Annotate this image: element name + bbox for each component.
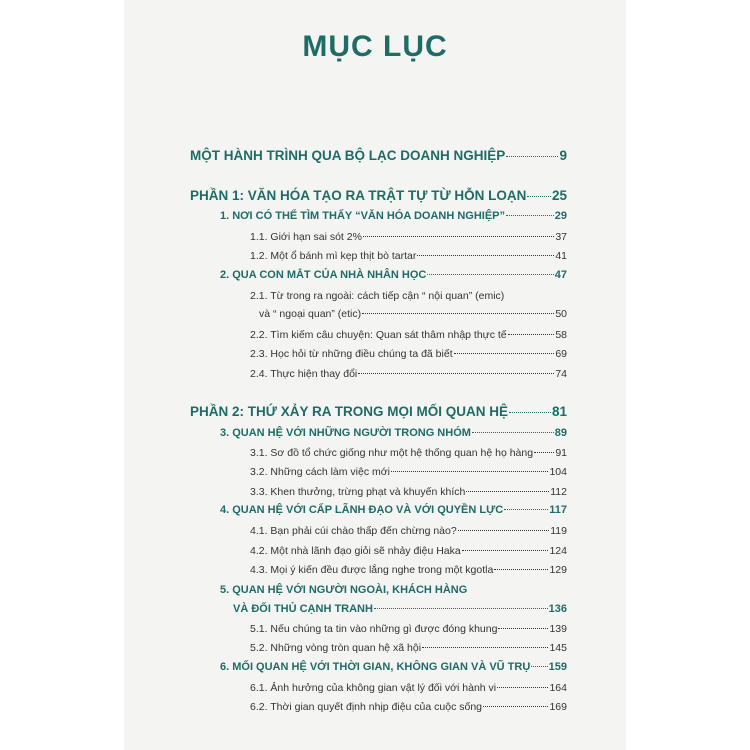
toc-section: 5.2. Những vòng tròn quan hệ xã hội 145 bbox=[250, 642, 567, 654]
toc-chapter: 2. QUA CON MẮT CỦA NHÀ NHÂN HỌC 47 bbox=[220, 269, 567, 281]
toc-section: 4.2. Một nhà lãnh đạo giỏi sẽ nhảy điệu Haka 124 bbox=[250, 545, 567, 557]
toc-part-heading: PHẦN 1: VĂN HÓA TẠO RA TRẬT TỰ TỪ HỖN LOẠN 25 bbox=[190, 188, 567, 203]
toc-chapter: 6. MỐI QUAN HỆ VỚI THỜI GIAN, KHÔNG GIAN VÀ VŨ TRỤ 159 bbox=[220, 661, 567, 673]
toc-section: 3.2. Những cách làm việc mới 104 bbox=[250, 466, 567, 478]
toc-section: 5.1. Nếu chúng ta tin vào những gì được đóng khung 139 bbox=[250, 623, 567, 635]
toc-section: 4.3. Mọi ý kiến đều được lắng nghe trong một kgotla 129 bbox=[250, 564, 567, 576]
toc-entry: MỘT HÀNH TRÌNH QUA BỘ LẠC DOANH NGHIỆP 9 bbox=[190, 148, 567, 163]
toc-chapter: 1. NƠI CÓ THỂ TÌM THẤY “VĂN HÓA DOANH NGHIỆP” 29 bbox=[220, 210, 567, 222]
toc-section: 6.2. Thời gian quyết định nhịp điệu của cuộc sống 169 bbox=[250, 701, 567, 713]
page-title: MỤC LỤC bbox=[302, 30, 448, 63]
toc-section: 3.1. Sơ đồ tổ chức giống như một hệ thống quan hệ họ hàng 91 bbox=[250, 447, 567, 459]
toc-section: 1.1. Giới hạn sai sót 2% 37 bbox=[250, 231, 567, 243]
toc-section: 4.1. Bạn phải cúi chào thấp đến chừng nào? 119 bbox=[250, 525, 567, 537]
toc-chapter-first-line: 5. QUAN HỆ VỚI NGƯỜI NGOÀI, KHÁCH HÀNG bbox=[220, 584, 468, 596]
toc-section: 1.2. Một ổ bánh mì kẹp thịt bò tartar 41 bbox=[250, 250, 567, 262]
toc-section: 2.2. Tìm kiếm câu chuyện: Quan sát thâm nhập thực tế 58 bbox=[250, 329, 567, 341]
toc-section-first-line: 2.1. Từ trong ra ngoài: cách tiếp cận “ nội quan” (emic) bbox=[250, 290, 505, 302]
toc-section: 2.3. Học hỏi từ những điều chúng ta đã biết 69 bbox=[250, 348, 567, 360]
toc-chapter: VÀ ĐỐI THỦ CẠNH TRANH 136 bbox=[233, 603, 567, 615]
toc-section: và “ ngoại quan” (etic) 50 bbox=[259, 308, 567, 320]
toc-section: 2.4. Thực hiện thay đổi 74 bbox=[250, 368, 567, 380]
toc-chapter: 3. QUAN HỆ VỚI NHỮNG NGƯỜI TRONG NHÓM 89 bbox=[220, 427, 567, 439]
toc-part-heading: PHẦN 2: THỨ XẢY RA TRONG MỌI MỐI QUAN HỆ 81 bbox=[190, 404, 567, 419]
toc-section: 3.3. Khen thưởng, trừng phạt và khuyến khích 112 bbox=[250, 486, 567, 498]
toc-section: 6.1. Ảnh hưởng của không gian vật lý đối với hành vi 164 bbox=[250, 682, 567, 694]
toc-chapter: 4. QUAN HỆ VỚI CẤP LÃNH ĐẠO VÀ VỚI QUYỀN LỰC 117 bbox=[220, 504, 567, 516]
